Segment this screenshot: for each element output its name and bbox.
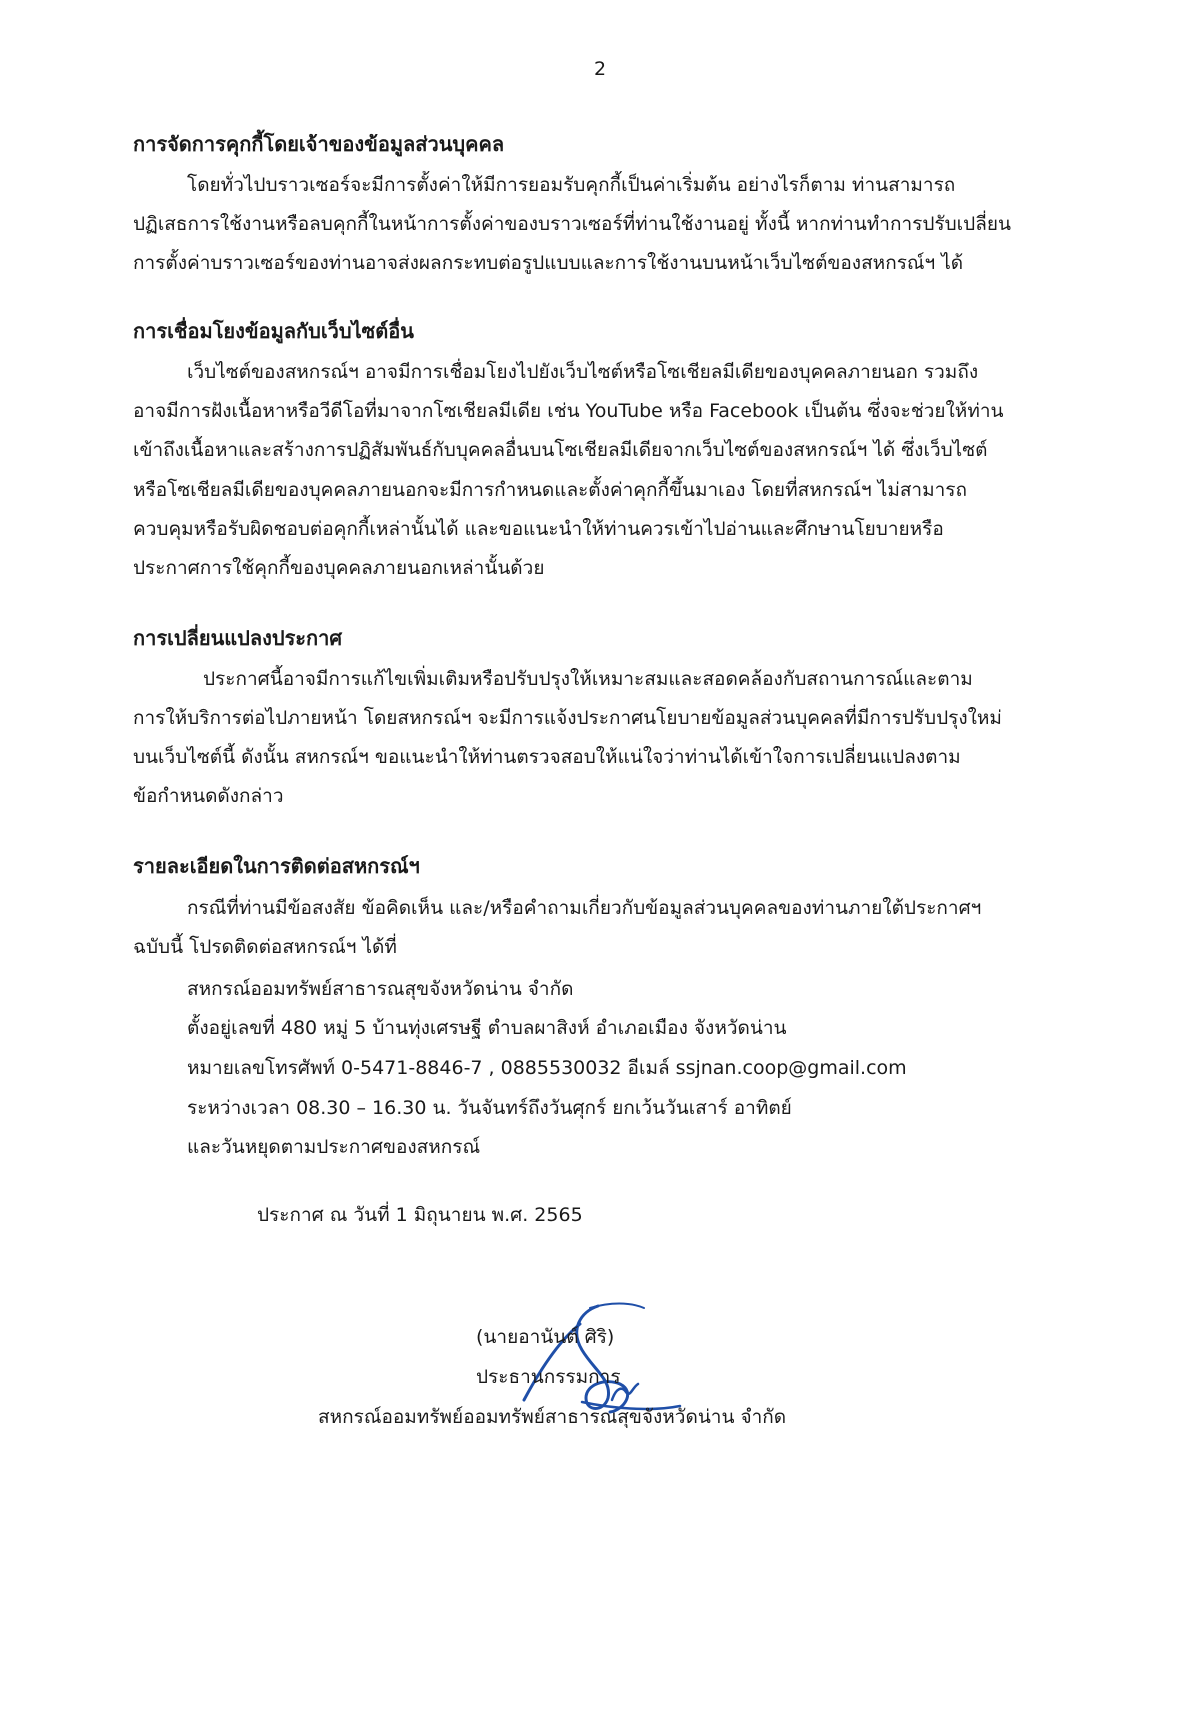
contact-address: ตั้งอยู่เลขที่ 480 หมู่ 5 บ้านทุ่งเศรษฐี ตำบลผาสิงห์ อำเภอเมือง จังหวัดน่าน <box>187 1017 787 1039</box>
paragraph-line: ข้อกำหนดดังกล่าว <box>133 785 284 807</box>
paragraph-line: ควบคุมหรือรับผิดชอบต่อคุกกี้เหล่านั้นได้ และขอแนะนำให้ท่านควรเข้าไปอ่านและศึกษานโยบายหรือ <box>133 518 944 540</box>
paragraph-line: ปฏิเสธการใช้งานหรือลบคุกกี้ในหน้าการตั้งค่าของบราวเซอร์ที่ท่านใช้งานอยู่ ทั้งนี้ หากท่านทำการปรับเปลี่ยน <box>133 213 1011 235</box>
paragraph-line: เข้าถึงเนื้อหาและสร้างการปฏิสัมพันธ์กับบุคคลอื่นบนโซเชียลมีเดียจากเว็บไซต์ของสหกรณ์ฯ ได้ ซึ่งเว็บไซต์ <box>133 439 988 461</box>
section-heading-contact-details: รายละเอียดในการติดต่อสหกรณ์ฯ <box>133 854 420 878</box>
page-number: 2 <box>593 58 607 80</box>
section-heading-cookie-management: การจัดการคุกกี้โดยเจ้าของข้อมูลส่วนบุคคล <box>133 132 505 156</box>
contact-organization: สหกรณ์ออมทรัพย์สาธารณสุขจังหวัดน่าน จำกัด <box>187 978 574 1000</box>
signatory-name: (นายอานันต์ ศิริ) <box>476 1326 615 1348</box>
paragraph-line: การให้บริการต่อไปภายหน้า โดยสหกรณ์ฯ จะมีการแจ้งประกาศนโยบายข้อมูลส่วนบุคคลที่มีการปรับปรุงใหม่ <box>133 707 1002 729</box>
paragraph-line: หรือโซเชียลมีเดียของบุคคลภายนอกจะมีการกำหนดและตั้งค่าคุกกี้ขึ้นมาเอง โดยที่สหกรณ์ฯ ไม่สามารถ <box>133 479 968 501</box>
paragraph-line: เว็บไซต์ของสหกรณ์ฯ อาจมีการเชื่อมโยงไปยังเว็บไซต์หรือโซเชียลมีเดียของบุคคลภายนอก รวมถึง <box>187 361 979 383</box>
paragraph-line: ฉบับนี้ โปรดติดต่อสหกรณ์ฯ ได้ที่ <box>133 936 397 958</box>
announcement-date: ประกาศ ณ วันที่ 1 มิถุนายน พ.ศ. 2565 <box>257 1204 583 1226</box>
contact-holidays: และวันหยุดตามประกาศของสหกรณ์ <box>187 1136 481 1158</box>
signatory-organization: สหกรณ์ออมทรัพย์ออมทรัพย์สาธารณสุขจังหวัดน่าน จำกัด <box>318 1406 787 1428</box>
paragraph-line: ประกาศการใช้คุกกี้ของบุคคลภายนอกเหล่านั้นด้วย <box>133 557 545 579</box>
contact-office-hours: ระหว่างเวลา 08.30 – 16.30 น. วันจันทร์ถึงวันศุกร์ ยกเว้นวันเสาร์ อาทิตย์ <box>187 1097 792 1119</box>
paragraph-line: กรณีที่ท่านมีข้อสงสัย ข้อคิดเห็น และ/หรือคำถามเกี่ยวกับข้อมูลส่วนบุคคลของท่านภายใต้ประกาศฯ <box>187 897 982 919</box>
section-heading-announcement-changes: การเปลี่ยนแปลงประกาศ <box>133 626 343 650</box>
contact-phone-email: หมายเลขโทรศัพท์ 0-5471-8846-7 , 0885530032 อีเมล์ ssjnan.coop@gmail.com <box>187 1057 907 1079</box>
paragraph-line: การตั้งค่าบราวเซอร์ของท่านอาจส่งผลกระทบต่อรูปแบบและการใช้งานบนหน้าเว็บไซต์ของสหกรณ์ฯ ได้ <box>133 252 964 274</box>
section-heading-linking-websites: การเชื่อมโยงข้อมูลกับเว็บไซต์อื่น <box>133 319 414 343</box>
paragraph-line: โดยทั่วไปบราวเซอร์จะมีการตั้งค่าให้มีการยอมรับคุกกี้เป็นค่าเริ่มต้น อย่างไรก็ตาม ท่านสามารถ <box>187 174 956 196</box>
paragraph-line: อาจมีการฝังเนื้อหาหรือวีดีโอที่มาจากโซเชียลมีเดีย เช่น YouTube หรือ Facebook เป็นต้น ซึ่งจะช่วยให้ท่าน <box>133 400 1004 422</box>
paragraph-line: บนเว็บไซต์นี้ ดังนั้น สหกรณ์ฯ ขอแนะนำให้ท่านตรวจสอบให้แน่ใจว่าท่านได้เข้าใจการเปลี่ยนแปลงตาม <box>133 746 961 768</box>
signatory-position: ประธานกรรมการ <box>476 1366 621 1388</box>
paragraph-line: ประกาศนี้อาจมีการแก้ไขเพิ่มเติมหรือปรับปรุงให้เหมาะสมและสอดคล้องกับสถานการณ์และตาม <box>203 668 973 690</box>
